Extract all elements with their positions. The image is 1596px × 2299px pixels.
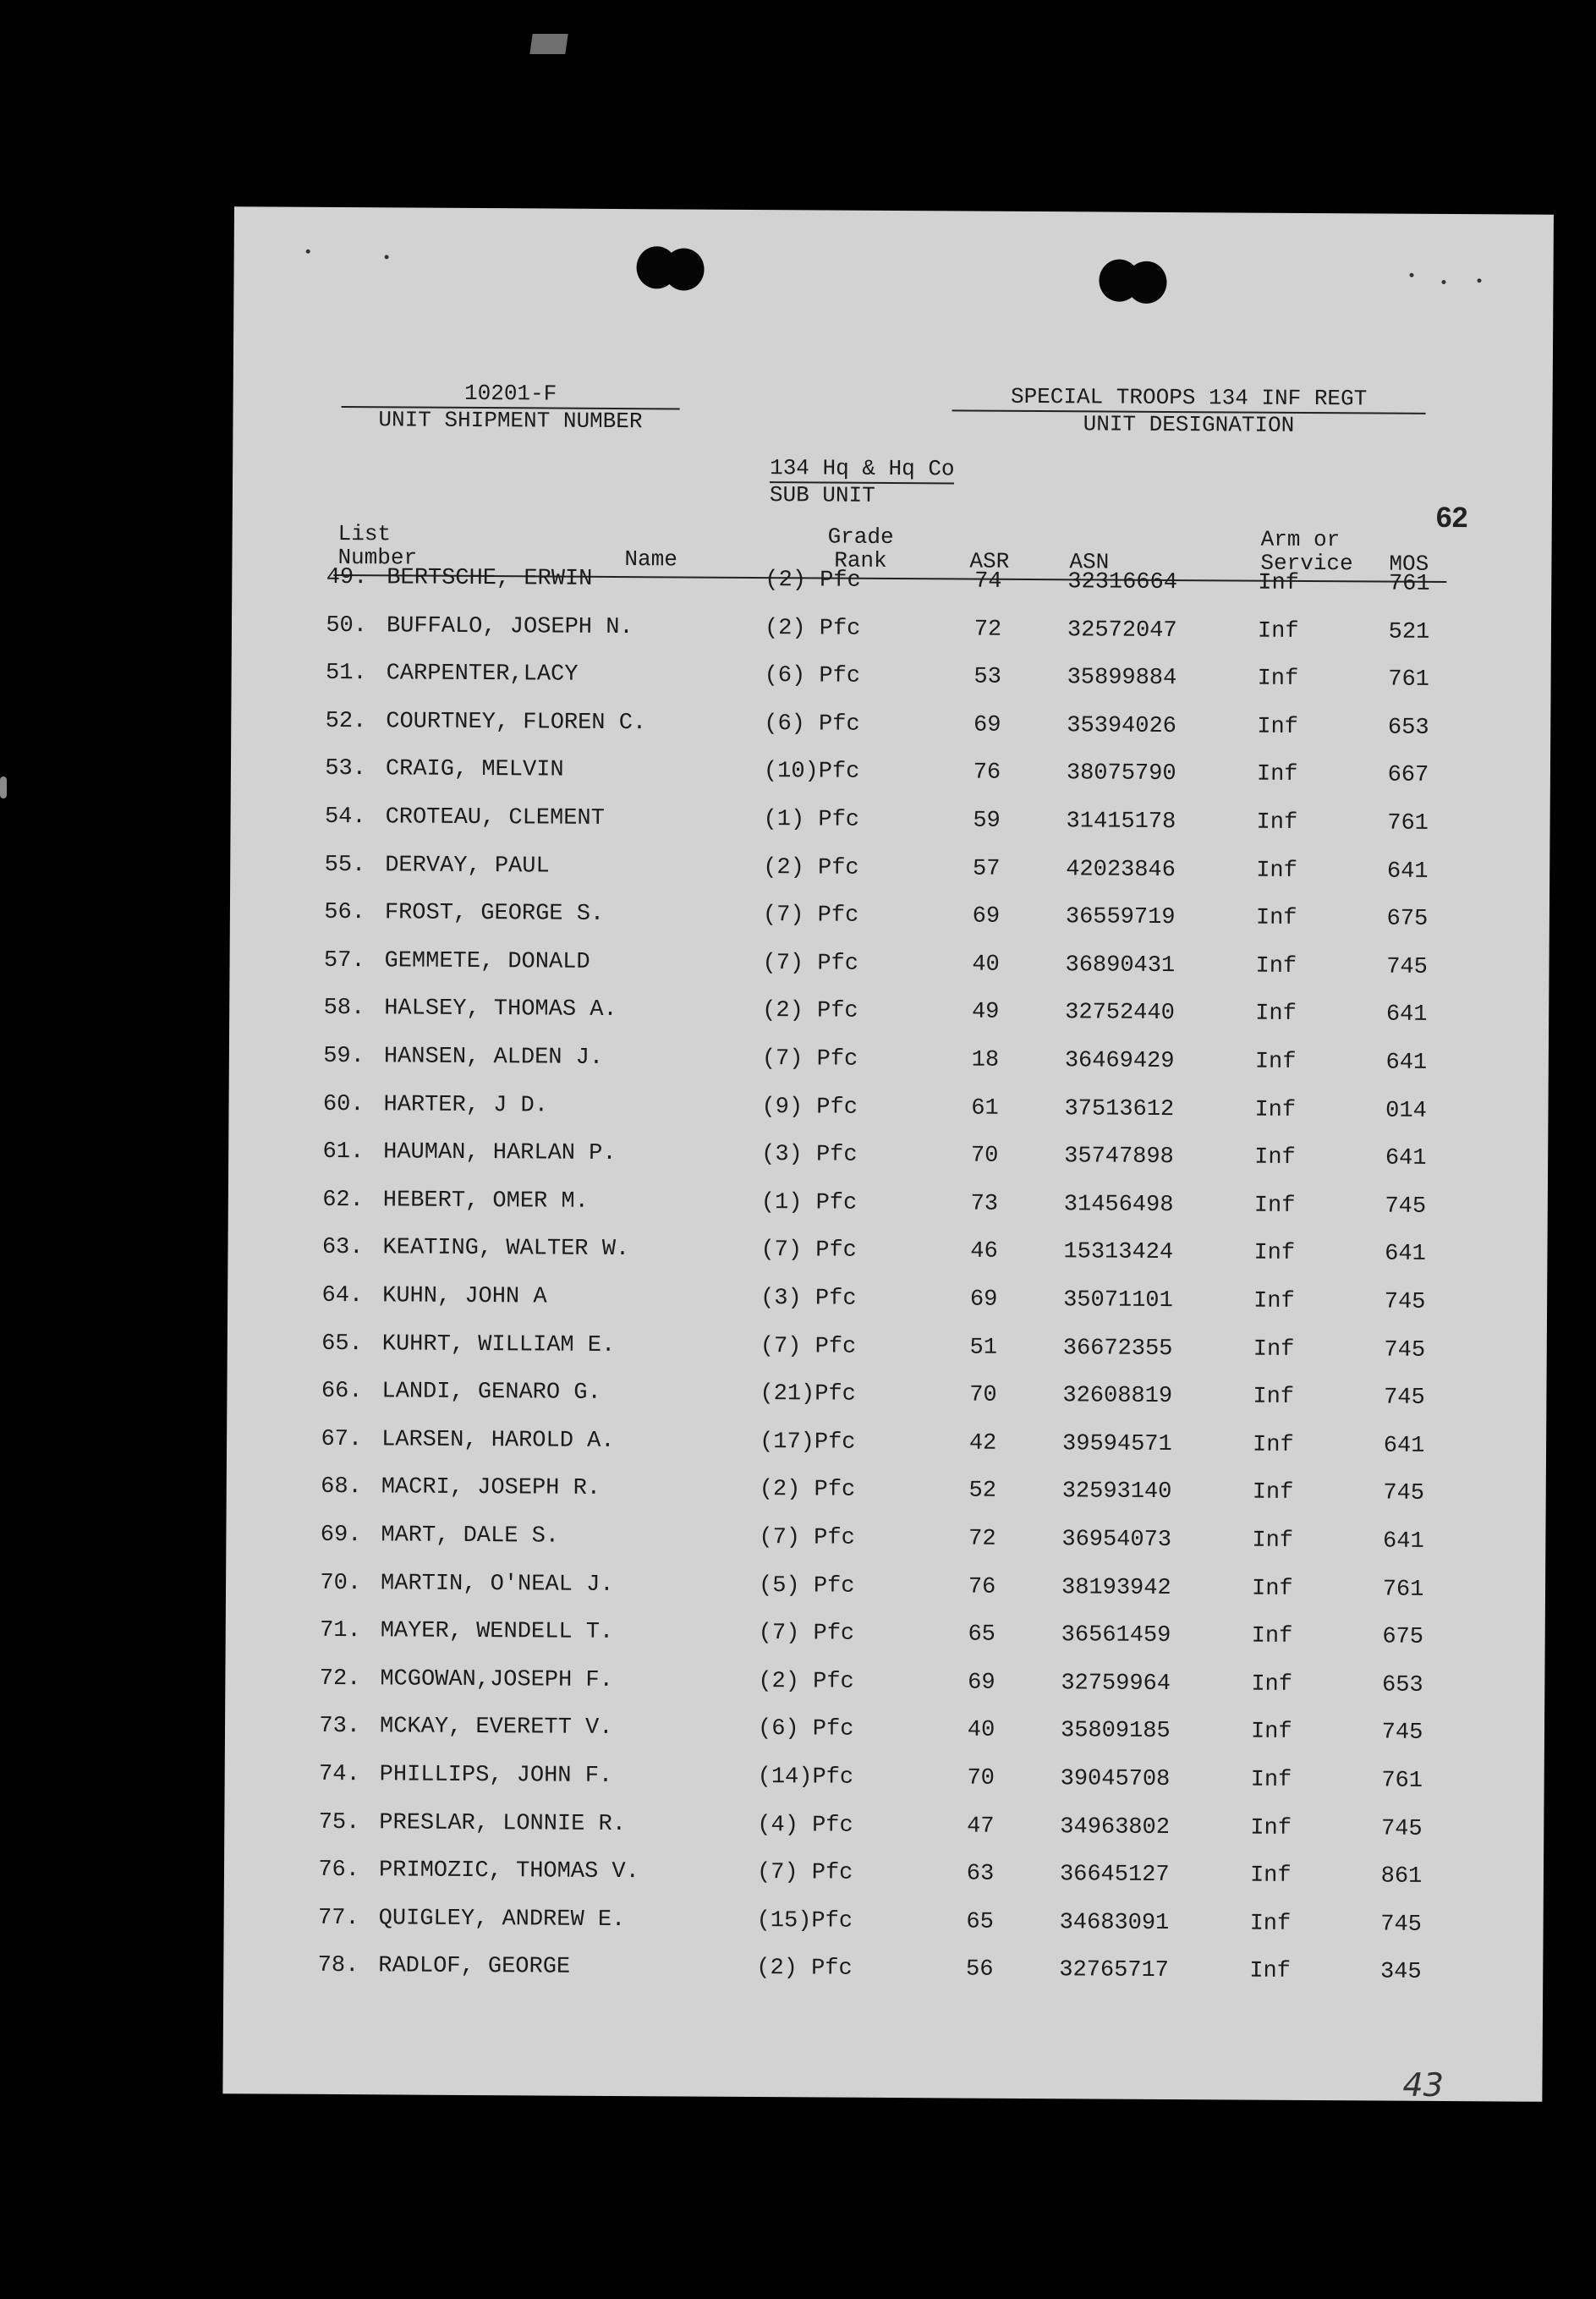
grade-cell: (2) Pfc (765, 568, 861, 594)
arm-cell: Inf (1255, 905, 1297, 932)
col-head-list-line2: Number (337, 544, 418, 571)
asn-cell: 31415178 (1066, 809, 1176, 836)
mos-cell: 345 (1379, 1959, 1422, 1986)
asn-cell: 32608819 (1062, 1383, 1173, 1410)
mos-cell: 641 (1385, 1001, 1428, 1029)
asr-cell: 65 (968, 1621, 996, 1648)
asr-cell: 70 (967, 1765, 995, 1791)
mos-cell: 745 (1384, 1385, 1425, 1412)
list-number-cell: 67. (321, 1426, 363, 1452)
list-number-cell: 59. (323, 1043, 365, 1070)
table-row (224, 1805, 1544, 1847)
grade-cell: (3) Pfc (760, 1286, 857, 1312)
asr-cell: 18 (971, 1047, 1000, 1073)
name-cell: KEATING, WALTER W. (382, 1235, 630, 1263)
name-cell: PRESLAR, LONNIE R. (379, 1809, 627, 1837)
mos-cell: 641 (1382, 1528, 1424, 1555)
asn-cell: 35394026 (1067, 713, 1176, 739)
asn-cell: 32593140 (1061, 1479, 1172, 1506)
list-number-cell: 56. (324, 900, 366, 926)
mos-cell: 861 (1380, 1863, 1423, 1890)
arm-cell: Inf (1249, 1911, 1292, 1937)
mos-cell: 745 (1384, 1337, 1426, 1363)
col-head-asn: ASN (1069, 549, 1110, 575)
list-number-cell: 76. (318, 1857, 360, 1884)
name-cell: PRIMOZIC, THOMAS V. (378, 1857, 639, 1885)
arm-cell: Inf (1255, 953, 1297, 979)
grade-cell: (7) Pfc (761, 1046, 858, 1073)
arm-cell: Inf (1251, 1623, 1293, 1650)
list-number-cell: 71. (320, 1618, 361, 1644)
asn-cell: 36559719 (1065, 904, 1176, 931)
col-head-arm-line2: Service (1260, 550, 1353, 577)
list-number-cell: 57. (323, 947, 365, 974)
unit-shipment-caption: UNIT SHIPMENT NUMBER (378, 407, 643, 435)
asn-cell: 36954073 (1061, 1527, 1172, 1554)
list-number-cell: 53. (325, 756, 367, 782)
table-row (232, 560, 1551, 602)
grade-cell: (6) Pfc (764, 711, 860, 738)
name-cell: BUFFALO, JOSEPH N. (386, 612, 633, 640)
unit-shipment-number: 10201-F (463, 380, 557, 407)
grade-cell: (15)Pfc (756, 1907, 853, 1934)
asn-cell: 35071101 (1063, 1287, 1173, 1314)
sub-unit: 134 Hq & Hq Co (770, 454, 955, 484)
name-cell: HEBERT, OMER M. (382, 1188, 589, 1215)
arm-cell: Inf (1251, 1576, 1293, 1602)
name-cell: RADLOF, GEORGE (378, 1953, 571, 1981)
list-number-cell: 64. (321, 1282, 364, 1309)
list-number-cell: 50. (326, 612, 368, 639)
table-row (230, 799, 1549, 842)
grade-cell: (7) Pfc (760, 1333, 857, 1360)
arm-cell: Inf (1257, 714, 1298, 740)
name-cell: MACRI, JOSEPH R. (381, 1474, 601, 1502)
speck (1410, 273, 1414, 277)
list-number-cell: 54. (324, 804, 366, 831)
sub-unit-field (770, 454, 981, 508)
asr-cell: 69 (972, 903, 1001, 930)
grade-cell: (7) Pfc (756, 1860, 853, 1886)
arm-cell: Inf (1256, 809, 1298, 836)
col-head-asr: ASR (969, 548, 1010, 574)
mos-cell: 761 (1381, 1768, 1423, 1794)
list-number-cell: 77. (317, 1905, 359, 1931)
name-cell: KUHRT, WILLIAM E. (381, 1331, 616, 1358)
table-row (228, 1182, 1548, 1225)
asr-cell: 56 (966, 1956, 994, 1984)
table-row (228, 1231, 1547, 1273)
asr-cell: 47 (967, 1813, 995, 1840)
grade-cell: (7) Pfc (760, 1237, 857, 1265)
asr-cell: 76 (968, 1574, 996, 1600)
arm-cell: Inf (1249, 1958, 1291, 1985)
asn-cell: 36645127 (1059, 1862, 1170, 1889)
roster-page (222, 206, 1554, 2104)
arm-cell: Inf (1257, 618, 1299, 645)
asn-cell: 35899884 (1067, 665, 1177, 692)
asr-cell: 74 (974, 568, 1002, 595)
table-row (225, 1709, 1544, 1752)
mos-cell: 745 (1386, 954, 1428, 980)
table-row (227, 1470, 1546, 1512)
list-number-cell: 49. (326, 564, 368, 591)
grade-cell: (5) Pfc (758, 1572, 855, 1599)
mos-cell: 675 (1382, 1624, 1424, 1651)
name-cell: MARTIN, O'NEAL J. (380, 1570, 614, 1598)
unit-designation-field (952, 382, 1425, 437)
grade-cell: (10)Pfc (763, 759, 860, 786)
mos-cell: 653 (1387, 715, 1429, 741)
list-number-cell: 70. (320, 1570, 362, 1596)
asr-cell: 49 (971, 999, 1000, 1026)
grade-cell: (2) Pfc (758, 1668, 854, 1695)
punch-hole-right (1099, 259, 1168, 303)
name-cell: CROTEAU, CLEMENT (385, 804, 605, 831)
name-cell: MCKAY, EVERETT V. (379, 1714, 613, 1742)
mos-cell: 641 (1385, 1241, 1426, 1268)
grade-cell: (7) Pfc (758, 1621, 855, 1647)
asn-cell: 15313424 (1063, 1239, 1174, 1266)
arm-cell: Inf (1253, 1432, 1294, 1458)
grade-cell: (3) Pfc (761, 1142, 858, 1168)
asn-cell: 39045708 (1060, 1766, 1171, 1793)
asn-cell: 36672355 (1062, 1335, 1173, 1362)
table-row (232, 608, 1551, 650)
col-head-name: Name (624, 546, 677, 573)
asn-cell: 37513612 (1064, 1095, 1175, 1122)
list-number-cell: 69. (320, 1522, 362, 1549)
name-cell: HANSEN, ALDEN J. (383, 1044, 604, 1071)
mos-cell: 667 (1387, 762, 1429, 789)
arm-cell: Inf (1249, 1863, 1292, 1890)
arm-cell: Inf (1255, 1001, 1297, 1028)
table-row (225, 1661, 1544, 1704)
grade-cell: (7) Pfc (762, 950, 859, 977)
arm-cell: Inf (1253, 1193, 1296, 1219)
table-row (228, 1326, 1547, 1369)
mos-cell: 745 (1385, 1193, 1427, 1220)
speck (385, 255, 389, 259)
asr-cell: 51 (969, 1335, 998, 1361)
arm-cell: Inf (1256, 858, 1297, 884)
asn-cell: 32752440 (1065, 1000, 1175, 1027)
mos-cell: 745 (1380, 1912, 1423, 1938)
name-cell: FROST, GEORGE S. (384, 900, 605, 928)
name-cell: GEMMETE, DONALD (384, 948, 590, 975)
table-row (228, 1134, 1548, 1177)
list-number-cell: 78. (317, 1953, 359, 1979)
list-number-cell: 55. (324, 852, 366, 878)
grade-cell: (2) Pfc (762, 998, 858, 1025)
unit-designation: SPECIAL TROOPS 134 INF REGT (952, 382, 1426, 414)
asr-cell: 59 (973, 808, 1001, 834)
arm-cell: Inf (1258, 570, 1300, 596)
list-number-cell: 73. (319, 1714, 361, 1740)
asn-cell: 34683091 (1059, 1910, 1170, 1936)
list-number-cell: 62. (322, 1187, 364, 1213)
arm-cell: Inf (1253, 1336, 1295, 1363)
table-row (228, 1278, 1547, 1320)
list-number-cell: 61. (322, 1139, 365, 1166)
mos-cell: 745 (1381, 1720, 1423, 1747)
col-head-mos: MOS (1389, 551, 1429, 577)
grade-cell: (14)Pfc (757, 1764, 854, 1791)
mos-cell: 745 (1384, 1289, 1426, 1315)
mos-cell: 761 (1388, 571, 1430, 597)
asn-cell: 38193942 (1061, 1574, 1171, 1601)
grade-cell: (6) Pfc (757, 1716, 854, 1743)
mos-cell: 521 (1388, 619, 1430, 645)
grade-cell: (2) Pfc (756, 1956, 853, 1983)
mos-cell: 761 (1382, 1577, 1424, 1603)
asr-cell: 72 (974, 617, 1002, 643)
unit-designation-caption: UNIT DESIGNATION (1083, 411, 1295, 438)
name-cell: CARPENTER,LACY (386, 661, 579, 688)
list-number-cell: 63. (321, 1235, 364, 1261)
grade-cell: (21)Pfc (760, 1381, 856, 1407)
list-number-cell: 60. (322, 1091, 365, 1117)
mos-cell: 641 (1383, 1433, 1425, 1459)
page-number: 62 (1435, 501, 1468, 535)
arm-cell: Inf (1250, 1720, 1292, 1746)
film-tab-mark (529, 34, 568, 54)
arm-cell: Inf (1256, 762, 1298, 788)
mos-cell: 014 (1385, 1098, 1427, 1124)
asn-cell: 36561459 (1061, 1622, 1171, 1649)
table-row (224, 1901, 1544, 1943)
table-row (230, 848, 1549, 890)
arm-cell: Inf (1252, 1480, 1294, 1506)
table-row (227, 1422, 1546, 1464)
name-cell: MART, DALE S. (381, 1523, 560, 1550)
asn-cell: 36890431 (1065, 952, 1176, 979)
arm-cell: Inf (1250, 1767, 1292, 1793)
grade-cell: (6) Pfc (764, 663, 861, 689)
name-cell: QUIGLEY, ANDREW E. (378, 1906, 626, 1933)
asr-cell: 69 (968, 1670, 995, 1696)
asr-cell: 73 (970, 1191, 999, 1217)
col-head-arm-line1: Arm or (1260, 526, 1341, 553)
table-row (229, 991, 1549, 1034)
mos-cell: 745 (1383, 1480, 1425, 1507)
arm-cell: Inf (1254, 1049, 1297, 1075)
grade-cell: (4) Pfc (757, 1812, 853, 1839)
film-edge-mark (0, 776, 7, 798)
table-row (231, 752, 1550, 794)
asr-cell: 76 (973, 760, 1001, 787)
arm-cell: Inf (1251, 1671, 1293, 1698)
arm-cell: Inf (1253, 1241, 1296, 1267)
arm-cell: Inf (1250, 1815, 1292, 1841)
name-cell: HARTER, J D. (383, 1091, 549, 1119)
name-cell: COURTNEY, FLOREN C. (386, 709, 647, 737)
asr-cell: 61 (971, 1095, 999, 1122)
arm-cell: Inf (1254, 1144, 1296, 1171)
list-number-cell: 75. (318, 1809, 360, 1835)
arm-cell: Inf (1253, 1288, 1295, 1314)
list-number-cell: 58. (323, 996, 365, 1022)
name-cell: BERTSCHE, ERWIN (387, 565, 593, 592)
mos-cell: 745 (1380, 1816, 1423, 1842)
table-row (224, 1852, 1544, 1895)
asr-cell: 57 (972, 856, 1001, 882)
table-row (226, 1613, 1545, 1655)
grade-cell: (7) Pfc (762, 903, 859, 929)
asn-cell: 32316664 (1067, 569, 1178, 596)
asn-cell: 42023846 (1066, 856, 1176, 883)
asr-cell: 40 (972, 952, 1000, 978)
list-number-cell: 68. (321, 1474, 362, 1501)
name-cell: MCGOWAN,JOSEPH F. (380, 1666, 613, 1693)
name-cell: KUHN, JOHN A (382, 1283, 547, 1310)
asr-cell: 72 (968, 1526, 996, 1552)
asn-cell: 36469429 (1064, 1048, 1175, 1075)
unit-shipment-field (341, 379, 679, 433)
asr-cell: 69 (973, 712, 1001, 738)
name-cell: MAYER, WENDELL T. (380, 1618, 614, 1646)
speck (1477, 278, 1481, 283)
asr-cell: 53 (974, 664, 1001, 690)
grade-cell: (2) Pfc (764, 615, 861, 642)
asr-cell: 70 (969, 1382, 997, 1408)
asr-cell: 40 (967, 1717, 995, 1744)
mos-cell: 641 (1385, 1050, 1428, 1076)
mos-cell: 653 (1381, 1672, 1423, 1698)
name-cell: LARSEN, HAROLD A. (381, 1427, 615, 1454)
mos-cell: 761 (1387, 810, 1429, 837)
list-number-cell: 65. (321, 1331, 363, 1357)
asn-cell: 35747898 (1064, 1144, 1174, 1171)
table-row (232, 656, 1551, 698)
sub-unit-caption: SUB UNIT (769, 482, 875, 508)
mos-cell: 641 (1385, 1145, 1427, 1172)
asr-cell: 42 (968, 1430, 997, 1457)
mos-cell: 761 (1388, 667, 1430, 694)
arm-cell: Inf (1253, 1384, 1295, 1411)
asr-cell: 52 (968, 1478, 997, 1505)
name-cell: LANDI, GENARO G. (381, 1379, 601, 1407)
asn-cell: 38075790 (1066, 760, 1176, 787)
name-cell: HAUMAN, HARLAN P. (383, 1139, 617, 1167)
grade-cell: (9) Pfc (761, 1094, 858, 1121)
grade-cell: (1) Pfc (763, 807, 860, 833)
name-cell: DERVAY, PAUL (385, 852, 550, 880)
table-row (225, 1757, 1544, 1799)
asn-cell: 32765717 (1059, 1957, 1170, 1984)
speck (1441, 280, 1445, 284)
asn-cell: 39594571 (1062, 1431, 1172, 1457)
list-number-cell: 72. (319, 1665, 361, 1692)
asn-cell: 34963802 (1060, 1813, 1171, 1841)
arm-cell: Inf (1257, 666, 1299, 693)
asn-cell: 31456498 (1063, 1192, 1174, 1218)
name-cell: CRAIG, MELVIN (385, 756, 564, 784)
grade-cell: (1) Pfc (760, 1189, 858, 1216)
grade-cell: (2) Pfc (759, 1477, 856, 1504)
grade-cell: (7) Pfc (759, 1525, 855, 1551)
list-number-cell: 51. (325, 661, 367, 687)
asr-cell: 69 (969, 1287, 998, 1313)
mos-cell: 675 (1386, 906, 1429, 933)
asr-cell: 70 (970, 1143, 999, 1169)
col-head-list-line1: List (337, 520, 392, 547)
list-number-cell: 66. (321, 1379, 363, 1405)
mos-cell: 641 (1386, 859, 1429, 885)
table-row (229, 1039, 1549, 1081)
list-number-cell: 52. (325, 708, 367, 734)
arm-cell: Inf (1252, 1528, 1294, 1554)
name-cell: HALSEY, THOMAS A. (384, 996, 617, 1023)
asr-cell: 63 (966, 1861, 995, 1887)
table-row (223, 1949, 1543, 1991)
table-row (226, 1566, 1545, 1608)
asr-cell: 46 (970, 1238, 998, 1265)
speck (306, 250, 310, 254)
table-row (231, 704, 1550, 746)
punch-hole-left (636, 246, 705, 290)
table-row (228, 1087, 1548, 1129)
col-head-grade-line2: Rank (834, 547, 887, 573)
asr-cell: 65 (966, 1909, 994, 1935)
handwritten-number: 43 (1402, 2066, 1444, 2104)
col-head-grade-line1: Grade (827, 524, 894, 551)
list-number-cell: 74. (318, 1761, 360, 1788)
table-row (229, 943, 1549, 985)
table-row (230, 895, 1549, 937)
table-row (226, 1517, 1545, 1560)
asn-cell: 32572047 (1067, 617, 1177, 644)
asn-cell: 35809185 (1060, 1718, 1171, 1745)
grade-cell: (17)Pfc (760, 1429, 856, 1456)
arm-cell: Inf (1254, 1097, 1297, 1123)
name-cell: PHILLIPS, JOHN F. (379, 1762, 613, 1790)
grade-cell: (2) Pfc (763, 854, 859, 881)
asn-cell: 32759964 (1061, 1671, 1171, 1697)
table-row (227, 1374, 1546, 1416)
